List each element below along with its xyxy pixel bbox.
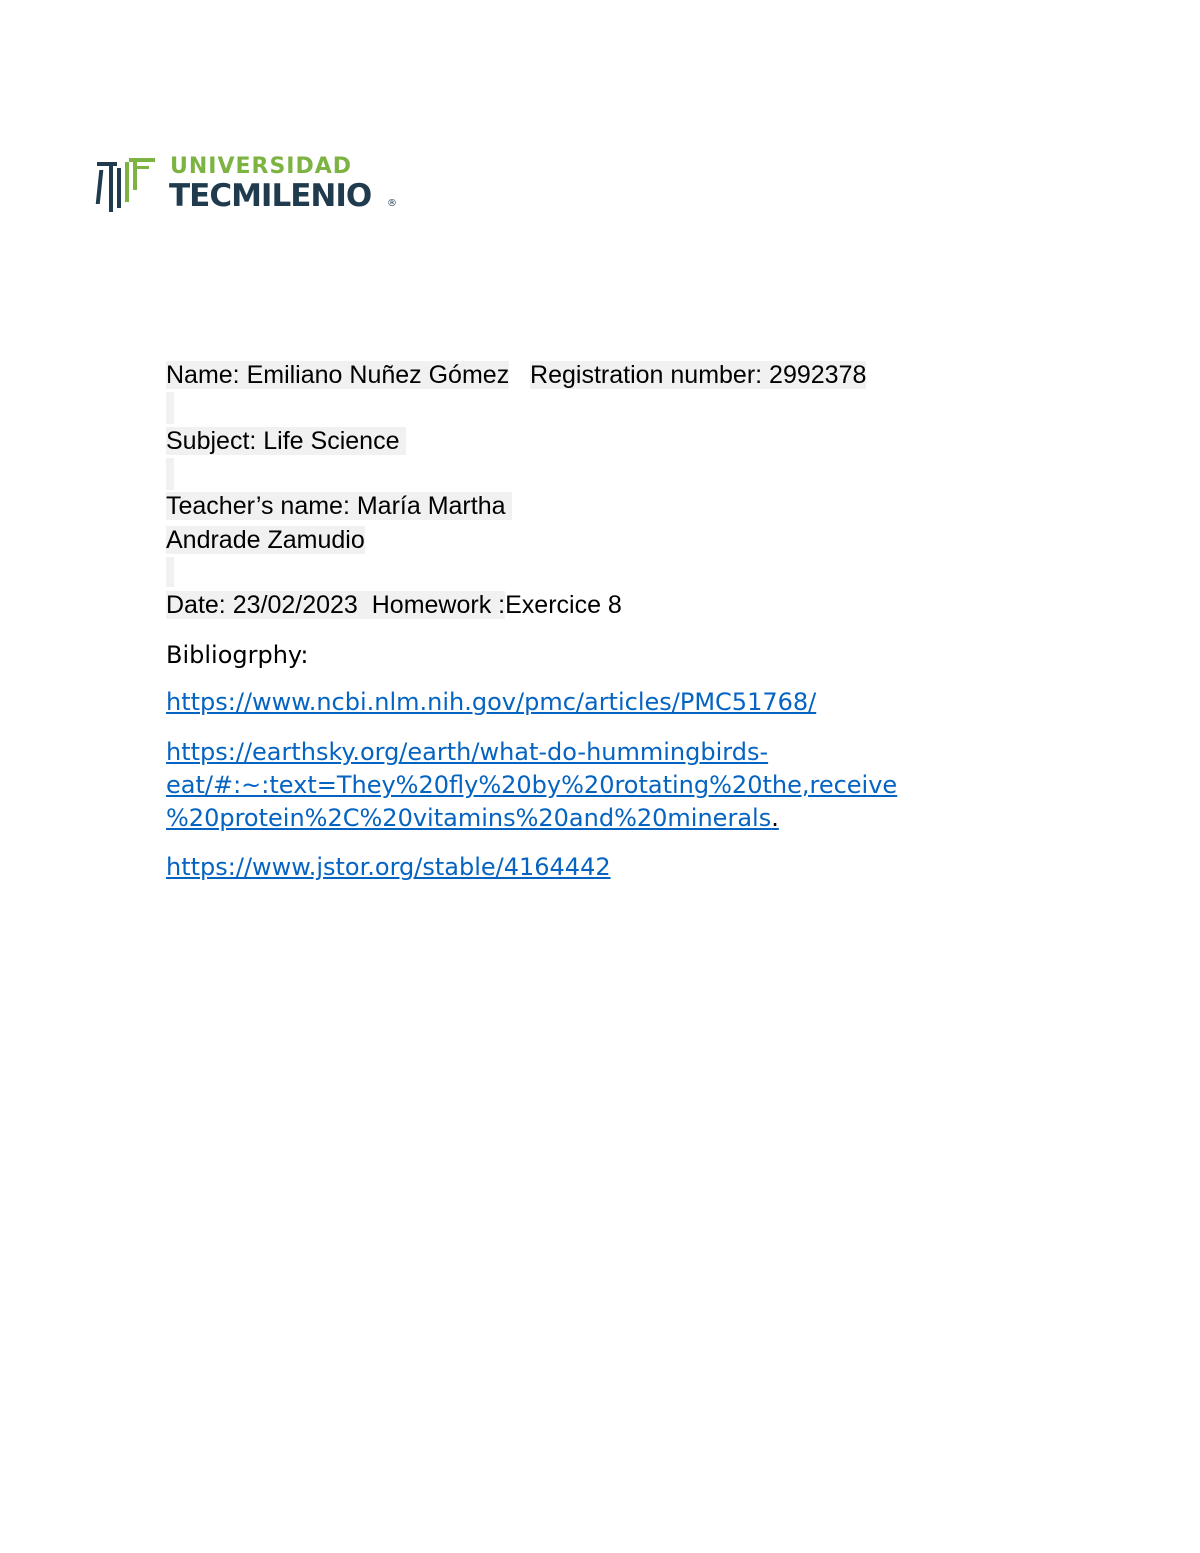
logo-tecmilenio-text: TECMILENIO [169, 178, 372, 214]
bibliography-link-earthsky-line3[interactable] [166, 802, 779, 834]
date-homework-line [166, 588, 622, 622]
bibliography-link-earthsky-line1[interactable]: https://earthsky.org/earth/what-do-hummingbirds- [166, 738, 769, 766]
subject-line [166, 424, 406, 458]
earthsky-link-tail[interactable]: %20protein%2C%20vitamins%20and%20minerals [166, 804, 772, 832]
teacher-name: Teacher’s name: María Martha [166, 492, 506, 520]
bibliography-link-earthsky-line2[interactable]: eat/#:~:text=They%20fly%20by%20rotating%20the,receive [166, 771, 898, 799]
bibliography-link-jstor[interactable]: https://www.jstor.org/stable/4164442 [166, 853, 611, 881]
trailing-period: . [771, 804, 779, 832]
teacher-line-1 [166, 489, 512, 523]
student-name: Name: Emiliano Nuñez Gómez [166, 361, 510, 389]
registration-number: Registration number: 2992378 [530, 361, 867, 389]
exercise-title: Exercice 8 [505, 591, 622, 619]
bibliography-heading: Bibliogrphy: [166, 641, 309, 669]
logo-universidad-text: UNIVERSIDAD [170, 154, 353, 179]
name-registration-line [166, 358, 866, 392]
university-logo [95, 150, 415, 220]
field-shading-stub [166, 392, 174, 424]
subject: Subject: Life Science [166, 427, 400, 455]
tecmilenio-emblem-icon [95, 154, 157, 214]
field-shading-stub [166, 557, 174, 587]
field-shading-stub [166, 458, 174, 490]
date: Date: 23/02/2023 [166, 591, 358, 619]
teacher-surname: Andrade Zamudio [166, 526, 365, 554]
bibliography-link-ncbi[interactable]: https://www.ncbi.nlm.nih.gov/pmc/articles/PMC51768/ [166, 688, 817, 716]
registered-mark: ® [387, 198, 397, 209]
teacher-line-2 [166, 523, 365, 557]
homework-label: Homework : [371, 591, 506, 619]
